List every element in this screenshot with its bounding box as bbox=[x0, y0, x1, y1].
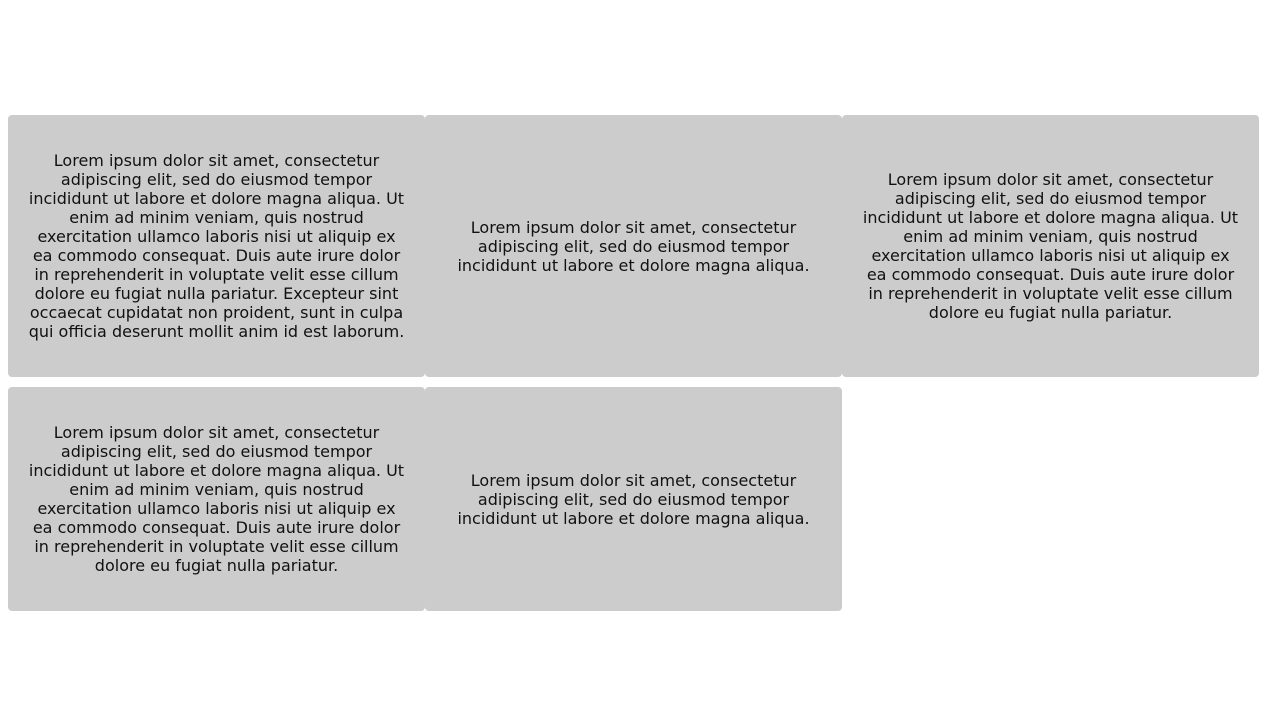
card-row-2 bbox=[8, 387, 1259, 611]
card-1 bbox=[8, 115, 425, 377]
card-3 bbox=[842, 115, 1259, 377]
card-3-text: Lorem ipsum dolor sit amet, consectetur adipiscing elit, sed do eiusmod tempor incididunt ut labore et dolore magna aliqua. Ut enim ad minim veniam, quis nostrud exercitation ullamco laboris nisi ut aliquip ex ea commodo consequat. Duis aute irure dolor in reprehenderit in voluptate velit esse cillum dolore eu fugiat nulla pariatur. bbox=[862, 170, 1239, 322]
card-grid bbox=[8, 115, 1259, 611]
card-2-text: Lorem ipsum dolor sit amet, consectetur adipiscing elit, sed do eiusmod tempor incididunt ut labore et dolore magna aliqua. bbox=[457, 217, 810, 275]
card-1-text: Lorem ipsum dolor sit amet, consectetur adipiscing elit, sed do eiusmod tempor incididunt ut labore et dolore magna aliqua. Ut enim ad minim veniam, quis nostrud exercitation ullamco laboris nisi ut aliquip ex ea commodo consequat. Duis aute irure dolor in reprehenderit in voluptate velit esse cillum dolore eu fugiat nulla pariatur. Excepteur sint occaecat cupidatat non proident, sunt in culpa qui officia deserunt mollit anim id est laborum. bbox=[28, 151, 405, 341]
card-2 bbox=[425, 115, 842, 377]
card-5 bbox=[425, 387, 842, 611]
card-row-1 bbox=[8, 115, 1259, 377]
card-4-text: Lorem ipsum dolor sit amet, consectetur adipiscing elit, sed do eiusmod tempor incididunt ut labore et dolore magna aliqua. Ut enim ad minim veniam, quis nostrud exercitation ullamco laboris nisi ut aliquip ex ea commodo consequat. Duis aute irure dolor in reprehenderit in voluptate velit esse cillum dolore eu fugiat nulla pariatur. bbox=[28, 423, 405, 575]
card-5-text: Lorem ipsum dolor sit amet, consectetur adipiscing elit, sed do eiusmod tempor incididunt ut labore et dolore magna aliqua. bbox=[457, 470, 810, 528]
card-4 bbox=[8, 387, 425, 611]
